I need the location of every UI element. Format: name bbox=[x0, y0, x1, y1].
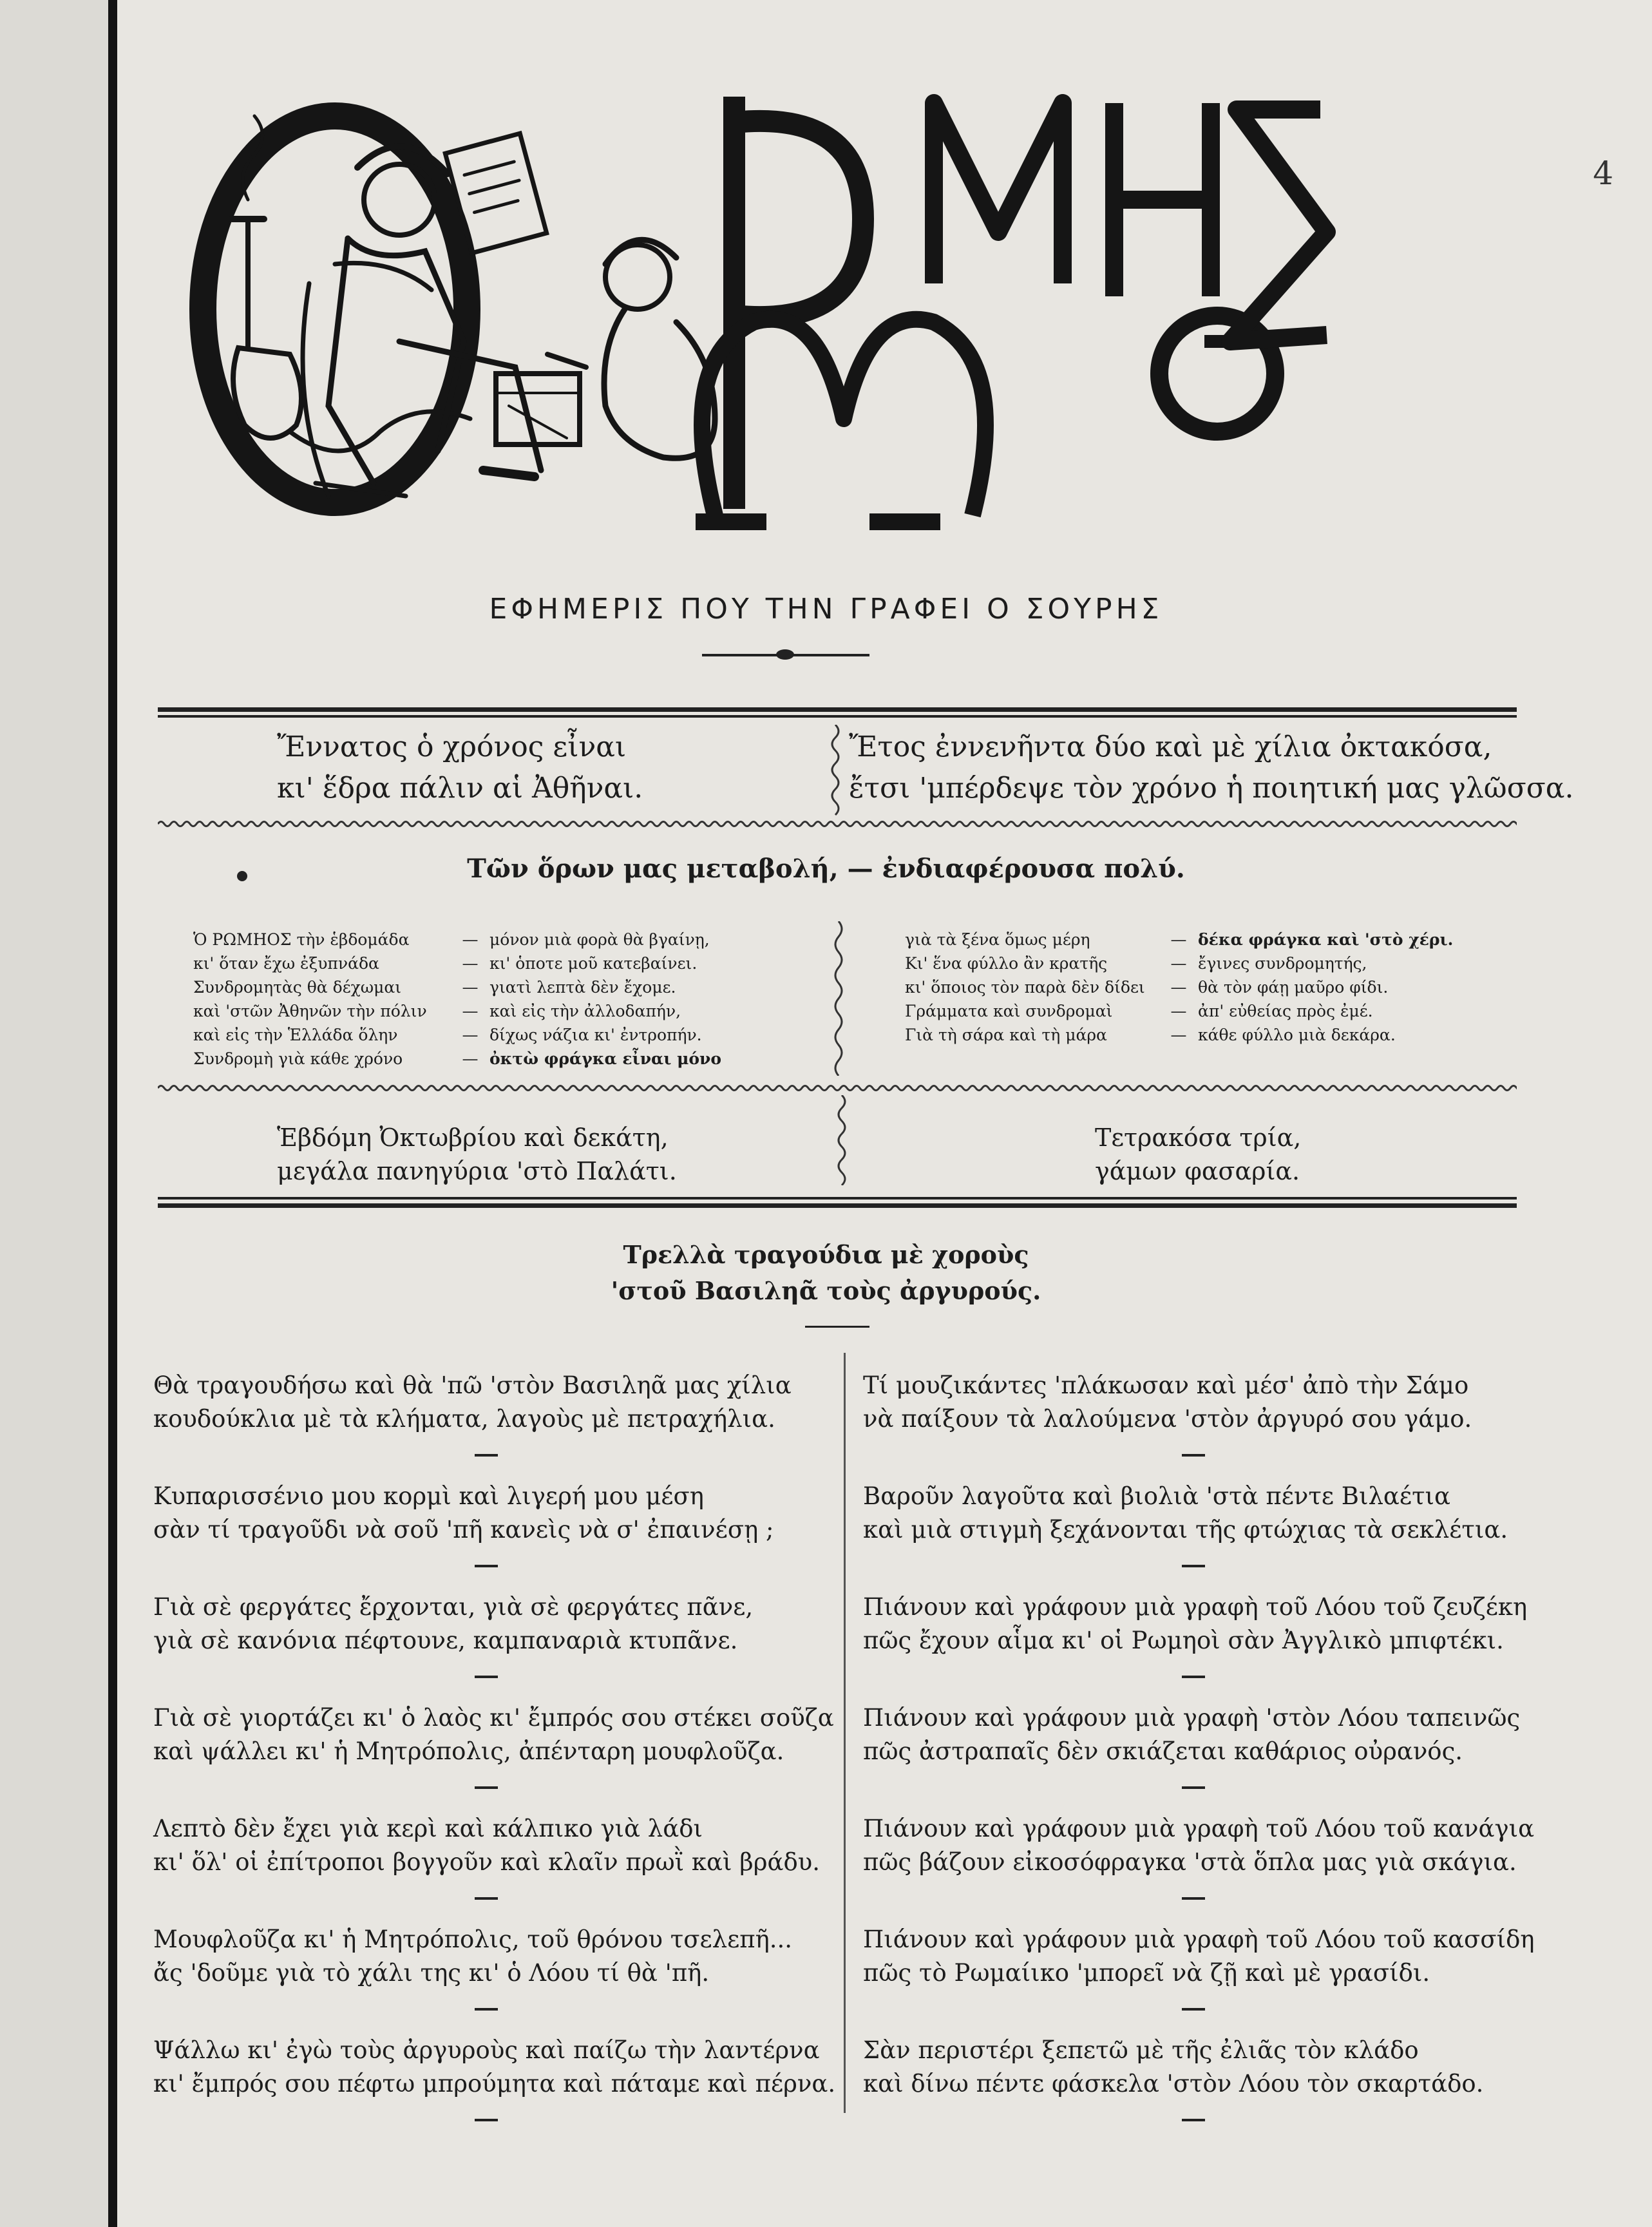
song-title-line1: Τρελλὰ τραγούδια μὲ χοροὺς bbox=[623, 1240, 1029, 1269]
stanza-line: Γιὰ σὲ φεργάτες ἔρχονται, γιὰ σὲ φεργάτες πᾶνε, bbox=[153, 1593, 754, 1621]
stanza-line: Μουφλοῦζα κι' ἡ Μητρόπολις, τοῦ θρόνου τσελεπῆ... bbox=[153, 1926, 793, 1953]
terms-row-label: καὶ 'στῶν Ἀθηνῶν τὴν πόλιν bbox=[193, 1002, 427, 1020]
terms-row-dash: — bbox=[462, 930, 479, 949]
stanza-line: Θὰ τραγουδήσω καὶ θὰ 'πῶ 'στὸν Βασιληᾶ μας χίλια bbox=[153, 1372, 792, 1399]
stanza bbox=[153, 1812, 820, 1879]
terms-row-dash: — bbox=[462, 1002, 479, 1020]
song-title-line2: 'στοῦ Βασιληᾶ τοὺς ἀργυρούς. bbox=[611, 1276, 1041, 1305]
stanza-line: πῶς βάζουν εἰκοσόφραγκα 'στὰ ὅπλα μας γιὰ σκάγια. bbox=[863, 1848, 1517, 1876]
terms-row-value: γιατὶ λεπτὰ δὲν ἔχομε. bbox=[489, 978, 676, 997]
terms-row-label: Συνδρομητὰς θὰ δέχωμαι bbox=[193, 978, 402, 997]
stanza-line: Λεπτὸ δὲν ἔχει γιὰ κερὶ καὶ κάλπικο γιὰ λάδι bbox=[153, 1815, 703, 1842]
terms-row-dash: — bbox=[462, 1026, 479, 1044]
stanza-line: καὶ μιὰ στιγμὴ ξεχάνονται τῆς φτώχιας τὰ σεκλέτια. bbox=[863, 1516, 1508, 1544]
verse-line: μεγάλα πανηγύρια 'στὸ Παλάτι. bbox=[277, 1157, 677, 1185]
newspaper-subtitle: ΕΦΗΜΕΡΙΣ ΠΟΥ ΤΗΝ ΓΡΑΦΕΙ Ο ΣΟΥΡΗΣ bbox=[489, 593, 1163, 626]
terms-table-left bbox=[193, 928, 721, 1071]
stanza-line: κουδούκλια μὲ τὰ κλήματα, λαγοὺς μὲ πετραχήλια. bbox=[153, 1405, 775, 1433]
ornament-dot bbox=[776, 649, 794, 660]
stanza bbox=[153, 1480, 774, 1547]
page-number-note: 4 bbox=[1593, 155, 1613, 192]
terms-row-dash: — bbox=[462, 1049, 479, 1068]
stanza-line: γιὰ σὲ κανόνια πέφτουνε, καμπαναριὰ κτυπᾶνε. bbox=[153, 1627, 738, 1654]
binding-edge bbox=[108, 0, 117, 2227]
terms-row-dash: — bbox=[1170, 1002, 1187, 1020]
terms-row bbox=[905, 928, 1453, 951]
terms-row-dash: — bbox=[1170, 1026, 1187, 1044]
terms-row-label: καὶ εἰς τὴν Ἑλλάδα ὅλην bbox=[193, 1026, 398, 1044]
stanza bbox=[153, 1923, 792, 1990]
stanza-divider bbox=[1182, 1676, 1205, 1678]
stanza-divider bbox=[1182, 2119, 1205, 2121]
stanza-line: Πιάνουν καὶ γράφουν μιὰ γραφὴ τοῦ Λόου τοῦ ζευζέκη bbox=[863, 1593, 1528, 1621]
stanza-line: Σὰν περιστέρι ξεπετῶ μὲ τῆς ἐλιᾶς τὸν κλάδο bbox=[863, 2036, 1419, 2064]
terms-title: Τῶν ὅρων μας μεταβολή, — ἐνδιαφέρουσα πολύ. bbox=[467, 854, 1185, 884]
stanza-line: πῶς τὸ Ρωμαίικο 'μπορεῖ νὰ ζῇ καὶ μὲ γρασίδι. bbox=[863, 1959, 1430, 1987]
verse-line: Ἔτος ἐννενῆντα δύο καὶ μὲ χίλια ὀκτακόσα, bbox=[849, 731, 1492, 763]
terms-row-value: κι' ὁποτε μοῦ κατεβαίνει. bbox=[489, 954, 698, 973]
terms-row-label: Συνδρομὴ γιὰ κάθε χρόνο bbox=[193, 1049, 403, 1068]
stanza bbox=[863, 1591, 1527, 1658]
terms-row-label: κι' ὅποιος τὸν παρὰ δὲν δίδει bbox=[905, 978, 1145, 997]
terms-row-label: Γιὰ τὴ σάρα καὶ τὴ μάρα bbox=[905, 1026, 1107, 1044]
stanza bbox=[863, 1369, 1472, 1436]
stanza bbox=[863, 1923, 1535, 1990]
masthead-logo bbox=[187, 71, 1443, 535]
terms-row bbox=[193, 1023, 721, 1047]
terms-row-dash: — bbox=[462, 954, 479, 973]
terms-row bbox=[193, 975, 721, 999]
terms-row-dash: — bbox=[1170, 954, 1187, 973]
stanza-divider bbox=[1182, 1454, 1205, 1457]
stanza-divider bbox=[1182, 1897, 1205, 1900]
terms-row-dash: — bbox=[1170, 978, 1187, 997]
stanza-line: πῶς ἀστραπαῖς δὲν σκιάζεται καθάριος οὐρανός. bbox=[863, 1737, 1463, 1765]
mid-rule bbox=[158, 1203, 1517, 1208]
stanza bbox=[153, 2034, 835, 2101]
verse-line: Τετρακόσα τρία, bbox=[1095, 1123, 1302, 1152]
terms-row-value: θὰ τὸν φάῃ μαῦρο φίδι. bbox=[1198, 978, 1389, 997]
verse-line: κι' ἕδρα πάλιν αἱ Ἀθῆναι. bbox=[277, 772, 643, 805]
terms-row-value: δίχως νάζια κι' ἐντροπήν. bbox=[489, 1026, 702, 1044]
terms-row-label: κι' ὅταν ἔχω ἐξυπνάδα bbox=[193, 954, 379, 973]
top-rule-thin bbox=[158, 715, 1517, 718]
terms-row bbox=[193, 951, 721, 975]
stanza-line: πῶς ἔχουν αἷμα κι' οἱ Ρωμηοὶ σὰν Ἀγγλικὸ μπιφτέκι. bbox=[863, 1627, 1504, 1654]
terms-row bbox=[193, 999, 721, 1023]
masthead-illustration bbox=[203, 116, 715, 502]
stanza-line: κι' ὅλ' οἱ ἐπίτροποι βογγοῦν καὶ κλαῖν πρωῒ καὶ βράδυ. bbox=[153, 1848, 820, 1876]
bullet-dot bbox=[237, 871, 247, 881]
wavy-rule bbox=[158, 1084, 1517, 1093]
terms-row bbox=[193, 928, 721, 951]
terms-row bbox=[193, 1047, 721, 1071]
stanza-line: νὰ παίξουν τὰ λαλούμενα 'στὸν ἀργυρό σου γάμο. bbox=[863, 1405, 1472, 1433]
stanza-line: καὶ δίνω πέντε φάσκελα 'στὸν Λόου τὸν σκαρτάδο. bbox=[863, 2070, 1484, 2098]
terms-row-value: μόνον μιὰ φορὰ θὰ βγαίνῃ, bbox=[489, 930, 710, 949]
stanza-line: Ψάλλω κι' ἐγὼ τοὺς ἀργυροὺς καὶ παίζω τὴν λαντέρνα bbox=[153, 2036, 820, 2064]
stanza-divider bbox=[475, 1676, 498, 1678]
terms-row-label: Ὁ ΡΩΜΗΟΣ τὴν ἑβδομάδα bbox=[193, 930, 410, 949]
column-rule bbox=[844, 1353, 846, 2113]
stanza-divider bbox=[475, 1565, 498, 1567]
terms-row bbox=[905, 975, 1453, 999]
stanza-line: ἄς 'δοῦμε γιὰ τὸ χάλι της κι' ὁ Λόου τί θὰ 'πῆ. bbox=[153, 1959, 710, 1987]
stanza-divider bbox=[475, 2119, 498, 2121]
stanza bbox=[153, 1369, 792, 1436]
header-right-verse bbox=[849, 727, 1573, 809]
terms-row-value: κάθε φύλλο μιὰ δεκάρα. bbox=[1198, 1026, 1396, 1044]
stanza-line: Κυπαρισσένιο μου κορμὶ καὶ λιγερή μου μέση bbox=[153, 1482, 704, 1510]
date-separator bbox=[834, 1095, 850, 1185]
stanza-line: καὶ ψάλλει κι' ἡ Μητρόπολις, ἀπένταρη μουφλοῦζα. bbox=[153, 1737, 784, 1765]
stanza bbox=[153, 1701, 834, 1768]
terms-table-right bbox=[905, 928, 1453, 1047]
stanza-line: Πιάνουν καὶ γράφουν μιὰ γραφὴ τοῦ Λόου τοῦ κασσίδη bbox=[863, 1926, 1535, 1953]
masthead-lettering bbox=[696, 97, 1327, 522]
title-underline bbox=[805, 1326, 869, 1328]
stanza-line: Γιὰ σὲ γιορτάζει κι' ὁ λαὸς κι' ἔμπρός σου στέκει σοῦζα bbox=[153, 1704, 834, 1732]
stanza-divider bbox=[475, 1454, 498, 1457]
stanza-divider bbox=[1182, 2008, 1205, 2011]
verse-line: Ἔννατος ὁ χρόνος εἶναι bbox=[277, 731, 627, 763]
verse-line: Ἑβδόμη Ὀκτωβρίου καὶ δεκάτη, bbox=[277, 1123, 669, 1152]
terms-row-label: γιὰ τὰ ξένα ὅμως μέρη bbox=[905, 930, 1090, 949]
terms-row-label: Γράμματα καὶ συνδρομαὶ bbox=[905, 1002, 1113, 1020]
stanza-line: Πιάνουν καὶ γράφουν μιὰ γραφὴ τοῦ Λόου τοῦ κανάγια bbox=[863, 1815, 1535, 1842]
terms-separator bbox=[831, 921, 846, 1076]
stanza-divider bbox=[1182, 1786, 1205, 1789]
stanza-line: Πιάνουν καὶ γράφουν μιὰ γραφὴ 'στὸν Λόου ταπεινῶς bbox=[863, 1704, 1521, 1732]
header-separator bbox=[828, 725, 843, 821]
terms-row-value: ὀκτὼ φράγκα εἶναι μόνο bbox=[489, 1049, 722, 1068]
stanza-line: Τί μουζικάντες 'πλάκωσαν καὶ μέσ' ἀπὸ τὴν Σάμο bbox=[863, 1372, 1469, 1399]
wavy-rule bbox=[158, 819, 1517, 828]
terms-row bbox=[905, 951, 1453, 975]
stanza bbox=[153, 1591, 753, 1658]
stanza-divider bbox=[475, 1786, 498, 1789]
verse-line: ἔτσι 'μπέρδεψε τὸν χρόνο ἡ ποιητική μας γλῶσσα. bbox=[849, 772, 1574, 805]
terms-row-dash: — bbox=[462, 978, 479, 997]
terms-row-value: καὶ εἰς τὴν ἀλλοδαπήν, bbox=[489, 1002, 681, 1020]
stanza bbox=[863, 1480, 1508, 1547]
top-rule bbox=[158, 707, 1517, 712]
terms-row-label: Κι' ἕνα φύλλο ἂν κρατῆς bbox=[905, 954, 1108, 973]
mid-rule-thin bbox=[158, 1197, 1517, 1200]
date-right-verse bbox=[1095, 1121, 1301, 1188]
terms-row-dash: — bbox=[1170, 930, 1187, 949]
stanza-divider bbox=[475, 1897, 498, 1900]
terms-row-value: ἔγινες συνδρομητής, bbox=[1198, 954, 1367, 973]
terms-row bbox=[905, 1023, 1453, 1047]
terms-row-value: ἀπ' εὐθείας πρὸς ἐμέ. bbox=[1198, 1002, 1373, 1020]
stanza-line: σὰν τί τραγοῦδι νὰ σοῦ 'πῆ κανεὶς νὰ σ' ἐπαινέσῃ ; bbox=[153, 1516, 774, 1544]
stanza-divider bbox=[475, 2008, 498, 2011]
stanza bbox=[863, 1812, 1534, 1879]
date-left-verse bbox=[277, 1121, 677, 1188]
terms-row bbox=[905, 999, 1453, 1023]
stanza bbox=[863, 1701, 1520, 1768]
left-gutter bbox=[0, 0, 108, 2227]
terms-row-value: δέκα φράγκα καὶ 'στὸ χέρι. bbox=[1198, 930, 1454, 949]
stanza-divider bbox=[1182, 1565, 1205, 1567]
stanza-line: Βαροῦν λαγοῦτα καὶ βιολιὰ 'στὰ πέντε Βιλαέτια bbox=[863, 1482, 1451, 1510]
header-left-verse bbox=[277, 727, 643, 809]
stanza-line: κι' ἔμπρός σου πέφτω μπρούμητα καὶ πάταμε καὶ πέρνα. bbox=[153, 2070, 836, 2098]
stanza bbox=[863, 2034, 1483, 2101]
verse-line: γάμων φασαρία. bbox=[1095, 1157, 1300, 1185]
